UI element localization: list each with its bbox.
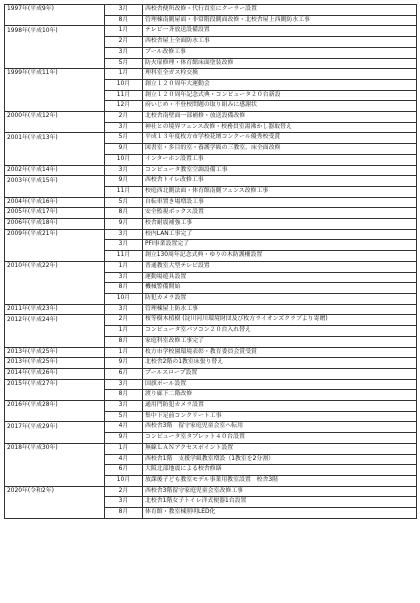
- event-cell: 創立130周年記念式典・ゆりの木防護柵設置: [143, 251, 417, 262]
- event-cell: 防犯カメラ設置: [143, 293, 417, 304]
- event-cell: コンピュータ室タブレット４０台設置: [143, 433, 417, 444]
- table-row: [5, 368, 417, 379]
- year-cell: 2020年(令和2年): [5, 486, 105, 497]
- table-row: [5, 358, 417, 369]
- month-cell: 8月: [105, 283, 143, 294]
- event-cell: 図書室・多目的室・養護学級の三教室、床全面改修: [143, 144, 417, 155]
- month-cell: 3月: [105, 47, 143, 58]
- year-cell: 2001年(平成13年): [5, 133, 105, 144]
- table-row: [5, 90, 417, 101]
- year-cell-empty: [5, 240, 105, 251]
- month-cell: 8月: [105, 390, 143, 401]
- table-row: [5, 15, 417, 26]
- event-cell: 大阪北部地震による校舎修繕: [143, 465, 417, 476]
- event-cell: 放課後子ども教室モデル事業用教室設置 校舎3階: [143, 475, 417, 486]
- event-cell: 枚方市学校園環境表彰・教育委員会賞受賞: [143, 347, 417, 358]
- event-cell: 国旗ポール設置: [143, 379, 417, 390]
- event-cell: 無線ＬＡＮアクセスポイント設置: [143, 443, 417, 454]
- year-cell: 2013年(平成25年): [5, 347, 105, 358]
- event-cell: 普通教室大型テレビ設置: [143, 261, 417, 272]
- table-row: [5, 486, 417, 497]
- event-cell: 平成１３年度枚方市学校花壇コンクール優秀校受賞: [143, 133, 417, 144]
- year-cell-empty: [5, 15, 105, 26]
- year-cell: 2011年(平成23年): [5, 304, 105, 315]
- table-row: [5, 251, 417, 262]
- event-cell: 運動場遊具設置: [143, 272, 417, 283]
- year-cell: 2015年(平成27年): [5, 379, 105, 390]
- month-cell: 10月: [105, 79, 143, 90]
- table-row: [5, 390, 417, 401]
- event-cell: 理科室全ガス栓交換: [143, 69, 417, 80]
- table-row: [5, 293, 417, 304]
- event-cell: 集中下足前コンクリート工事: [143, 411, 417, 422]
- event-cell: テレビ一斉放送設備設置: [143, 26, 417, 37]
- month-cell: 10月: [105, 293, 143, 304]
- table-row: [5, 208, 417, 219]
- month-cell: 1月: [105, 69, 143, 80]
- event-cell: 校内LAN工事完了: [143, 229, 417, 240]
- year-cell-empty: [5, 336, 105, 347]
- month-cell: 8月: [105, 336, 143, 347]
- month-cell: 8月: [105, 508, 143, 519]
- year-cell: 2002年(平成14年): [5, 165, 105, 176]
- month-cell: 9月: [105, 176, 143, 187]
- table-row: [5, 240, 417, 251]
- table-row: [5, 186, 417, 197]
- table-row: [5, 101, 417, 112]
- event-cell: コンピュータ教室空調設備工事: [143, 165, 417, 176]
- year-cell-empty: [5, 433, 105, 444]
- year-cell-empty: [5, 58, 105, 69]
- event-cell: プール改修工事: [143, 47, 417, 58]
- table-row: [5, 47, 417, 58]
- event-cell: 校庭西北側法面・体育館南側フェンス改修工事: [143, 186, 417, 197]
- table-row: [5, 112, 417, 123]
- event-cell: コンピュータ室パソコン２０台入れ替え: [143, 326, 417, 337]
- year-cell-empty: [5, 251, 105, 262]
- event-cell: 北校舎1階女子トイレ洋式便器1台設置: [143, 497, 417, 508]
- year-cell: 2014年(平成26年): [5, 368, 105, 379]
- month-cell: 2月: [105, 486, 143, 497]
- month-cell: 2月: [105, 112, 143, 123]
- year-cell: 2004年(平成16年): [5, 197, 105, 208]
- month-cell: 1月: [105, 443, 143, 454]
- table-row: [5, 176, 417, 187]
- event-cell: 体育館・教室棟照明LED化: [143, 508, 417, 519]
- year-cell-empty: [5, 465, 105, 476]
- year-cell: 2010年(平成22年): [5, 261, 105, 272]
- year-cell: 2013年(平成25年): [5, 358, 105, 369]
- month-cell: 4月: [105, 454, 143, 465]
- event-cell: 西校舎3階留守家庭児童会室改修工事: [143, 486, 417, 497]
- month-cell: 4月: [105, 422, 143, 433]
- table-row: [5, 443, 417, 454]
- year-cell-empty: [5, 283, 105, 294]
- event-cell: PFI事業設置完了: [143, 240, 417, 251]
- month-cell: 8月: [105, 15, 143, 26]
- table-row: [5, 154, 417, 165]
- year-cell-empty: [5, 37, 105, 48]
- month-cell: 3月: [105, 401, 143, 412]
- month-cell: 8月: [105, 208, 143, 219]
- table-row: [5, 197, 417, 208]
- table-row: [5, 497, 417, 508]
- month-cell: 6月: [105, 368, 143, 379]
- year-cell-empty: [5, 101, 105, 112]
- table-row: [5, 69, 417, 80]
- event-cell: 西校舎屋上全面防水工事: [143, 37, 417, 48]
- table-row: [5, 336, 417, 347]
- event-cell: 桜等樹木植樹 (淀川河川環境財団及び枚方ライオンズクラブより寄贈): [143, 315, 417, 326]
- year-cell: 2003年(平成15年): [5, 176, 105, 187]
- year-cell-empty: [5, 454, 105, 465]
- table-row: [5, 261, 417, 272]
- month-cell: 11月: [105, 186, 143, 197]
- year-cell-empty: [5, 326, 105, 337]
- year-cell-empty: [5, 497, 105, 508]
- event-cell: 安全監視ボックス設置: [143, 208, 417, 219]
- table-row: [5, 454, 417, 465]
- table-row: [5, 229, 417, 240]
- table-row: [5, 315, 417, 326]
- table-row: [5, 283, 417, 294]
- table-row: [5, 304, 417, 315]
- month-cell: 9月: [105, 358, 143, 369]
- event-cell: 西校舎3階 留守家庭児童会室へ転用: [143, 422, 417, 433]
- table-row: [5, 165, 417, 176]
- month-cell: 1月: [105, 261, 143, 272]
- event-cell: 西校舎1階 支援学級教室増設（1教室を2分割）: [143, 454, 417, 465]
- table-row: [5, 144, 417, 155]
- table-row: [5, 401, 417, 412]
- year-cell-empty: [5, 293, 105, 304]
- table-row: [5, 26, 417, 37]
- year-cell-empty: [5, 79, 105, 90]
- month-cell: 11月: [105, 251, 143, 262]
- month-cell: 1月: [105, 326, 143, 337]
- table-row: [5, 133, 417, 144]
- table-row: [5, 58, 417, 69]
- month-cell: 12月: [105, 101, 143, 112]
- event-cell: 校舎耐震補強工事: [143, 219, 417, 230]
- event-cell: 西校舎便所改修・代行貢室にクーラー設置: [143, 5, 417, 16]
- month-cell: 5月: [105, 58, 143, 69]
- year-cell: 2018年(平成30年): [5, 443, 105, 454]
- month-cell: 2月: [105, 315, 143, 326]
- event-cell: 創立１２０周年記念式典・コンピュータ２０台新設: [143, 90, 417, 101]
- event-cell: 北校舎南壁面一部補修・放送設備改修: [143, 112, 417, 123]
- event-cell: 創立１２０周年大運動会: [143, 79, 417, 90]
- month-cell: 1月: [105, 347, 143, 358]
- month-cell: 5月: [105, 197, 143, 208]
- month-cell: 3月: [105, 5, 143, 16]
- table-row: [5, 79, 417, 90]
- month-cell: 3月: [105, 229, 143, 240]
- year-cell: 1999年(平成11年): [5, 69, 105, 80]
- year-cell: 1998年(平成10年): [5, 26, 105, 37]
- event-cell: 管理棟屋上防水工事: [143, 304, 417, 315]
- table-row: [5, 433, 417, 444]
- event-cell: 神社との境界フェンス改修・校務員室湯沸かし器取替え: [143, 122, 417, 133]
- event-cell: プールスロープ設置: [143, 368, 417, 379]
- year-cell: 2009年(平成21年): [5, 229, 105, 240]
- month-cell: 6月: [105, 465, 143, 476]
- year-cell-empty: [5, 475, 105, 486]
- history-table: [4, 4, 417, 519]
- table-row: [5, 272, 417, 283]
- table-row: [5, 508, 417, 519]
- month-cell: 11月: [105, 90, 143, 101]
- event-cell: 管理棟南側屋面・非常階段側面改修・北校舎屋上西側防水工事: [143, 15, 417, 26]
- month-cell: 5月: [105, 411, 143, 422]
- table-row: [5, 122, 417, 133]
- table-row: [5, 37, 417, 48]
- year-cell-empty: [5, 144, 105, 155]
- month-cell: 3月: [105, 122, 143, 133]
- month-cell: 10月: [105, 154, 143, 165]
- year-cell-empty: [5, 122, 105, 133]
- table-row: [5, 219, 417, 230]
- event-cell: 通用門防犯カメラ設置: [143, 401, 417, 412]
- month-cell: 1月: [105, 26, 143, 37]
- table-row: [5, 465, 417, 476]
- event-cell: 北校舎2階の1教室床張り替え: [143, 358, 417, 369]
- event-cell: 機械警備開始: [143, 283, 417, 294]
- year-cell: 2012年(平成24年): [5, 315, 105, 326]
- month-cell: 5月: [105, 133, 143, 144]
- year-cell: 2016年(平成28年): [5, 401, 105, 412]
- month-cell: 3月: [105, 272, 143, 283]
- event-cell: 府いじめ・不登校問題の取り組みに感謝状: [143, 101, 417, 112]
- event-cell: 西校舎トイレ改修工事: [143, 176, 417, 187]
- month-cell: 9月: [105, 144, 143, 155]
- year-cell-empty: [5, 154, 105, 165]
- history-table-body: [5, 5, 417, 519]
- year-cell: 2005年(平成17年): [5, 208, 105, 219]
- history-table-container: [4, 4, 416, 519]
- year-cell-empty: [5, 411, 105, 422]
- month-cell: 3月: [105, 379, 143, 390]
- month-cell: 3月: [105, 497, 143, 508]
- year-cell-empty: [5, 47, 105, 58]
- year-cell-empty: [5, 272, 105, 283]
- year-cell-empty: [5, 186, 105, 197]
- event-cell: 自転車置き場増設工事: [143, 197, 417, 208]
- month-cell: 10月: [105, 475, 143, 486]
- event-cell: 家庭科室改修工事完了: [143, 336, 417, 347]
- month-cell: 2月: [105, 37, 143, 48]
- month-cell: 3月: [105, 240, 143, 251]
- year-cell-empty: [5, 90, 105, 101]
- month-cell: 3月: [105, 304, 143, 315]
- year-cell: 1997年(平成9年): [5, 5, 105, 16]
- table-row: [5, 347, 417, 358]
- year-cell: 2006年(平成18年): [5, 219, 105, 230]
- table-row: [5, 379, 417, 390]
- table-row: [5, 5, 417, 16]
- event-cell: インターホン設置工事: [143, 154, 417, 165]
- month-cell: 9月: [105, 433, 143, 444]
- table-row: [5, 475, 417, 486]
- table-row: [5, 411, 417, 422]
- month-cell: 9月: [105, 219, 143, 230]
- table-row: [5, 422, 417, 433]
- year-cell: 2000年(平成12年): [5, 112, 105, 123]
- month-cell: 3月: [105, 165, 143, 176]
- table-row: [5, 326, 417, 337]
- year-cell-empty: [5, 390, 105, 401]
- event-cell: 渡り廊下二階改修: [143, 390, 417, 401]
- event-cell: 防火扉修理・体育館床面塗装改修: [143, 58, 417, 69]
- year-cell-empty: [5, 508, 105, 519]
- year-cell: 2017年(平成29年): [5, 422, 105, 433]
